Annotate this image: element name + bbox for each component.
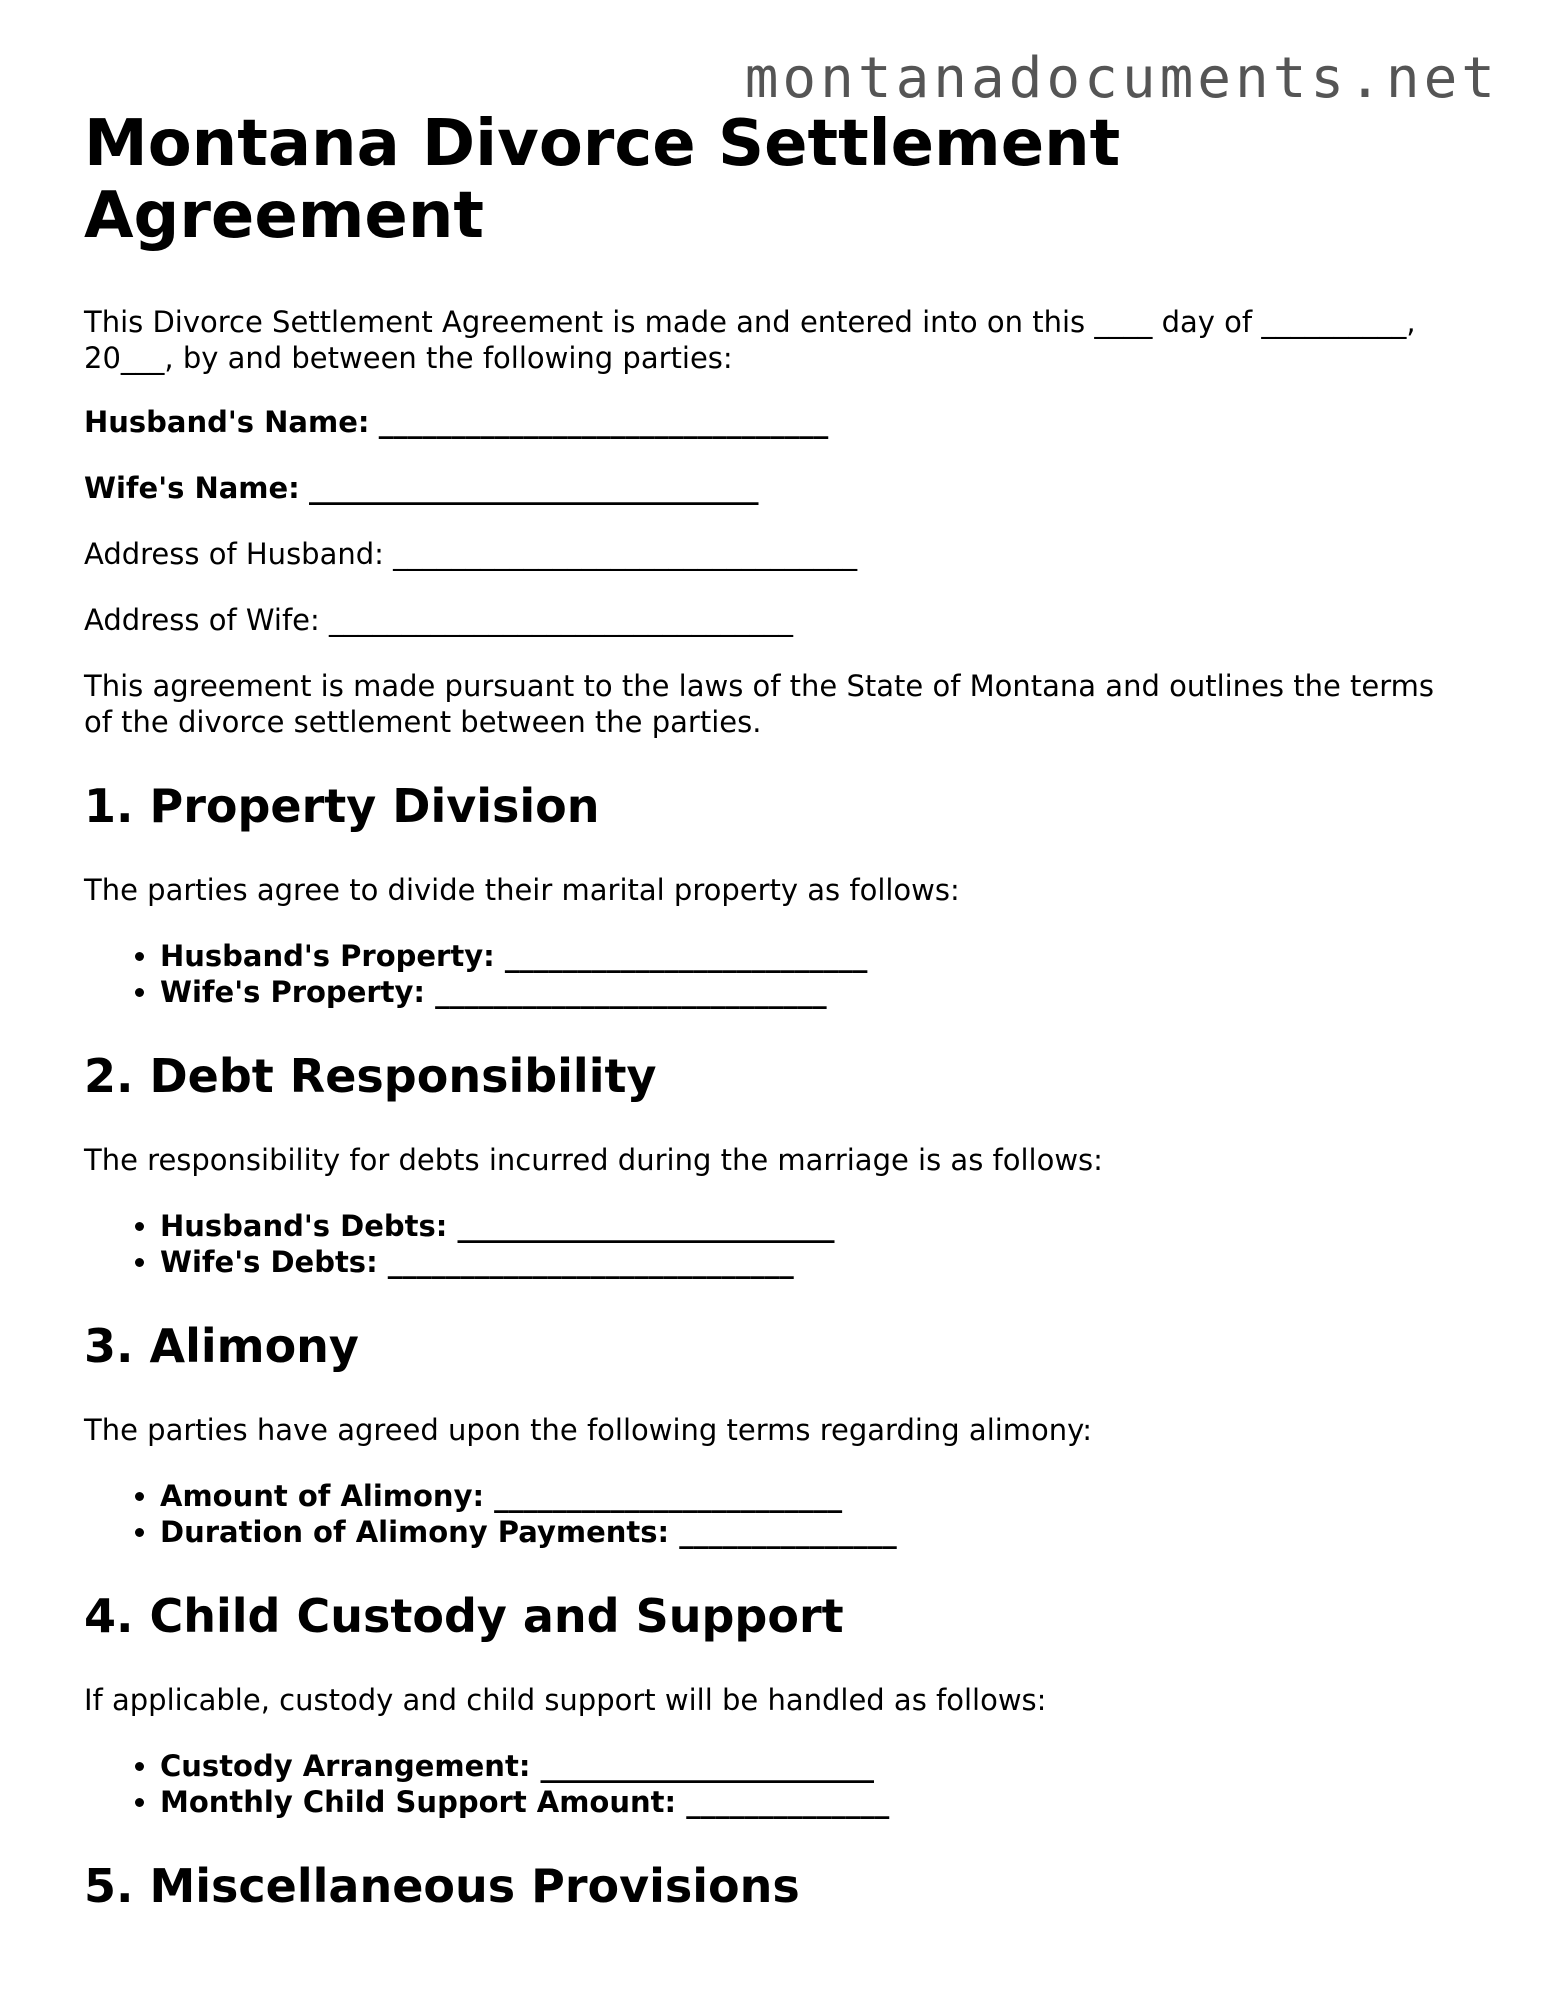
- husband-address-blank: ________________________________: [393, 537, 858, 571]
- section-heading-misc: 5. Miscellaneous Provisions: [84, 1859, 800, 1913]
- list-item: • Custody Arrangement: _______________________: [160, 1748, 1484, 1784]
- wife-address-blank: ________________________________: [329, 603, 794, 637]
- section-text-debt: The responsibility for debts incurred during the marriage is as follows:: [84, 1143, 1103, 1177]
- list-item: • Monthly Child Support Amount: ______________: [160, 1784, 1484, 1820]
- section-text-property: The parties agree to divide their marital property as follows:: [84, 873, 960, 907]
- section-heading-custody: 4. Child Custody and Support: [84, 1589, 844, 1643]
- husband-name-blank: _______________________________: [378, 405, 829, 439]
- section-text-alimony: The parties have agreed upon the following terms regarding alimony:: [84, 1413, 1093, 1447]
- husband-address-field: [84, 536, 1484, 572]
- list-item: • Wife's Debts: ____________________________: [160, 1244, 1484, 1280]
- section-heading-debt: 2. Debt Responsibility: [84, 1049, 657, 1103]
- alimony-list: [84, 1478, 1484, 1550]
- intro-paragraph: This Divorce Settlement Agreement is made and entered into on this ____ day of __________, 20___, by and between the following parties:: [84, 305, 1416, 375]
- wife-address-field: [84, 602, 1484, 638]
- document-body: [84, 108, 1484, 1914]
- site-watermark: montanadocuments.net: [744, 46, 1499, 111]
- husband-name-label: Husband's Name:: [84, 405, 370, 439]
- list-item: • Duration of Alimony Payments: _______________: [160, 1514, 1484, 1550]
- section-heading-alimony: 3. Alimony: [84, 1319, 359, 1373]
- wife-name-blank: _______________________________: [309, 471, 759, 505]
- section-text-custody: If applicable, custody and child support will be handled as follows:: [84, 1683, 1047, 1717]
- husband-address-label: Address of Husband:: [84, 537, 384, 571]
- wife-name-field: [84, 470, 1484, 506]
- wife-name-label: Wife's Name:: [84, 471, 300, 505]
- list-item: • Wife's Property: ___________________________: [160, 974, 1484, 1010]
- debt-list: [84, 1208, 1484, 1280]
- wife-address-label: Address of Wife:: [84, 603, 320, 637]
- husband-name-field: [84, 404, 1484, 440]
- intro2-paragraph: This agreement is made pursuant to the laws of the State of Montana and outlines the terms of the divorce settlement between the parties.: [84, 669, 1435, 739]
- page-title: Montana Divorce Settlement Agreement: [84, 107, 1121, 253]
- section-heading-property: 1. Property Division: [84, 779, 600, 833]
- list-item: • Husband's Property: _________________________: [160, 938, 1484, 974]
- list-item: • Amount of Alimony: ________________________: [160, 1478, 1484, 1514]
- list-item: • Husband's Debts: __________________________: [160, 1208, 1484, 1244]
- custody-list: [84, 1748, 1484, 1820]
- property-list: [84, 938, 1484, 1010]
